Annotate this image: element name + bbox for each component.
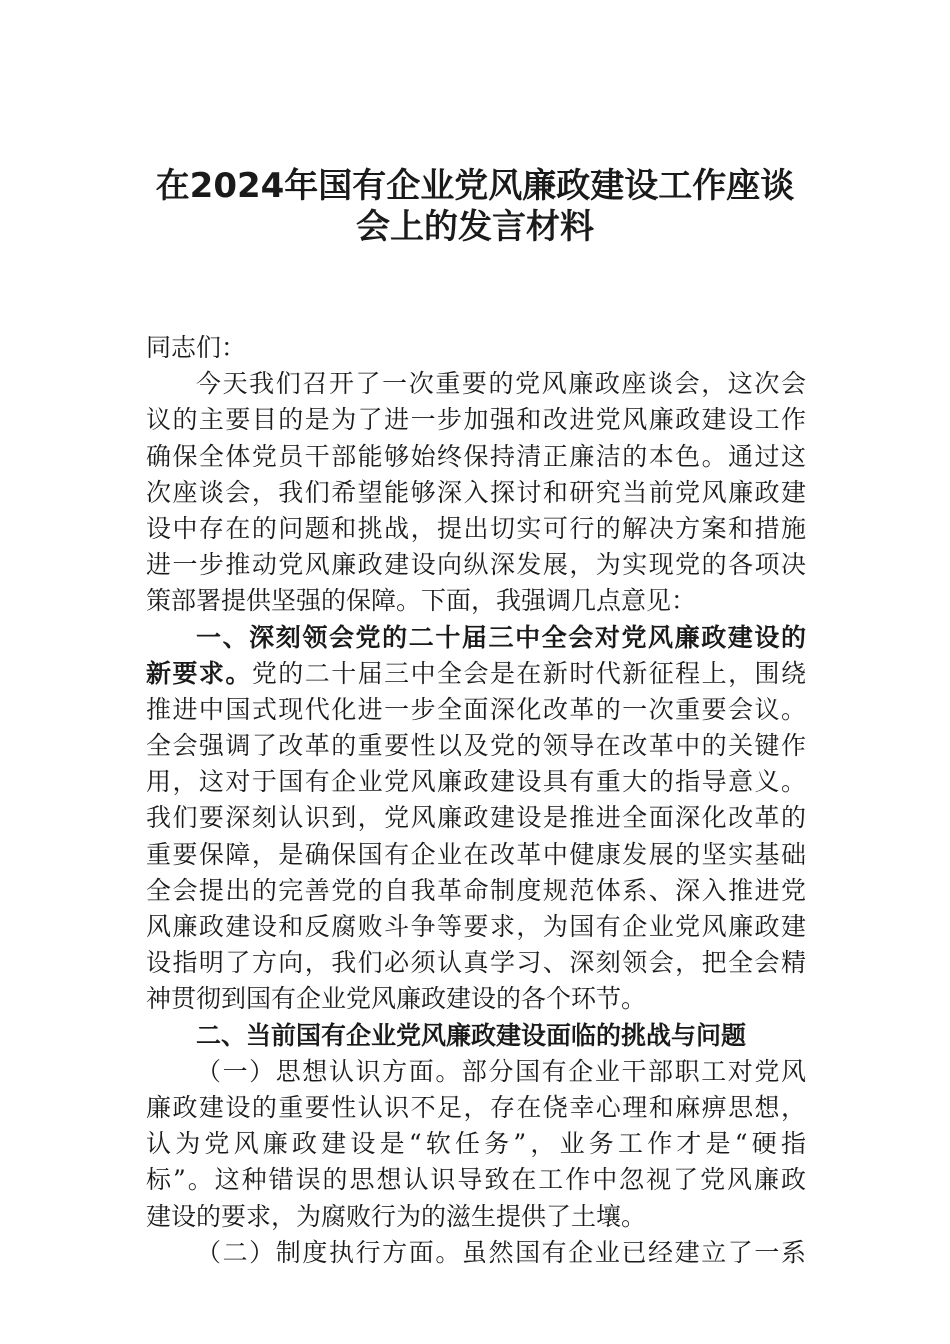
section-1-heading: 一、深刻领会党的二十届三中全会对党风廉政建设的 <box>196 622 806 652</box>
paragraph-line: 全会强调了改革的重要性以及党的领导在改革中的关键作 <box>146 731 806 761</box>
paragraph-line: 设指明了方向，我们必须认真学习、深刻领会，把全会精 <box>146 948 806 978</box>
paragraph-line: 全会提出的完善党的自我革命制度规范体系、深入推进党 <box>146 875 806 905</box>
paragraph-line: 议的主要目的是为了进一步加强和改进党风廉政建设工作 <box>146 405 806 435</box>
section-1-first-line <box>146 656 806 692</box>
paragraph-line: 建设的要求，为腐败行为的滋生提供了土壤。 <box>146 1201 647 1231</box>
paragraph-line: 风廉政建设和反腐败斗争等要求，为国有企业党风廉政建 <box>146 912 806 941</box>
document-title-line-1: 在2024年国有企业党风廉政建设工作座谈 <box>155 166 795 206</box>
paragraph-line: 用，这对于国有企业党风廉政建设具有重大的指导意义。 <box>146 767 806 797</box>
paragraph-line: 神贯彻到国有企业党风廉政建设的各个环节。 <box>146 984 647 1014</box>
paragraph-line: 次座谈会，我们希望能够深入探讨和研究当前党风廉政建 <box>146 477 806 507</box>
paragraph-line: 廉政建设的重要性认识不足，存在侥幸心理和麻痹思想， <box>146 1092 806 1122</box>
paragraph-line: （一）思想认识方面。部分国有企业干部职工对党风 <box>196 1056 806 1086</box>
document-title-line-2: 会上的发言材料 <box>356 207 594 247</box>
paragraph-line: 标”。这种错误的思想认识导致在工作中忽视了党风廉政 <box>146 1165 806 1195</box>
paragraph-line: 进一步推动党风廉政建设向纵深发展，为实现党的各项决 <box>146 550 806 580</box>
paragraph-line: 确保全体党员干部能够始终保持清正廉洁的本色。通过这 <box>146 441 806 471</box>
paragraph-line: 今天我们召开了一次重要的党风廉政座谈会，这次会 <box>196 369 806 399</box>
paragraph-line: 策部署提供坚强的保障。下面，我强调几点意见： <box>146 586 697 616</box>
document-body <box>146 330 806 1271</box>
greeting: 同志们： <box>146 333 247 362</box>
paragraph-line: （二）制度执行方面。虽然国有企业已经建立了一系 <box>196 1237 806 1267</box>
paragraph-line: 重要保障，是确保国有企业在改革中健康发展的坚实基础 <box>146 839 806 869</box>
section-2-heading: 二、当前国有企业党风廉政建设面临的挑战与问题 <box>196 1020 747 1050</box>
section-1-heading-end: 新要求。 <box>146 658 252 688</box>
paragraph-line: 设中存在的问题和挑战，提出切实可行的解决方案和措施 <box>146 513 806 543</box>
section-1-text: 党的二十届三中全会是在新时代新征程上，围绕 <box>251 658 806 688</box>
paragraph-line: 推进中国式现代化进一步全面深化改革的一次重要会议。 <box>146 694 806 724</box>
paragraph-line: 我们要深刻认识到，党风廉政建设是推进全面深化改革的 <box>146 803 806 833</box>
paragraph-line: 认为党风廉政建设是“软任务”，业务工作才是“硬指 <box>146 1129 806 1159</box>
